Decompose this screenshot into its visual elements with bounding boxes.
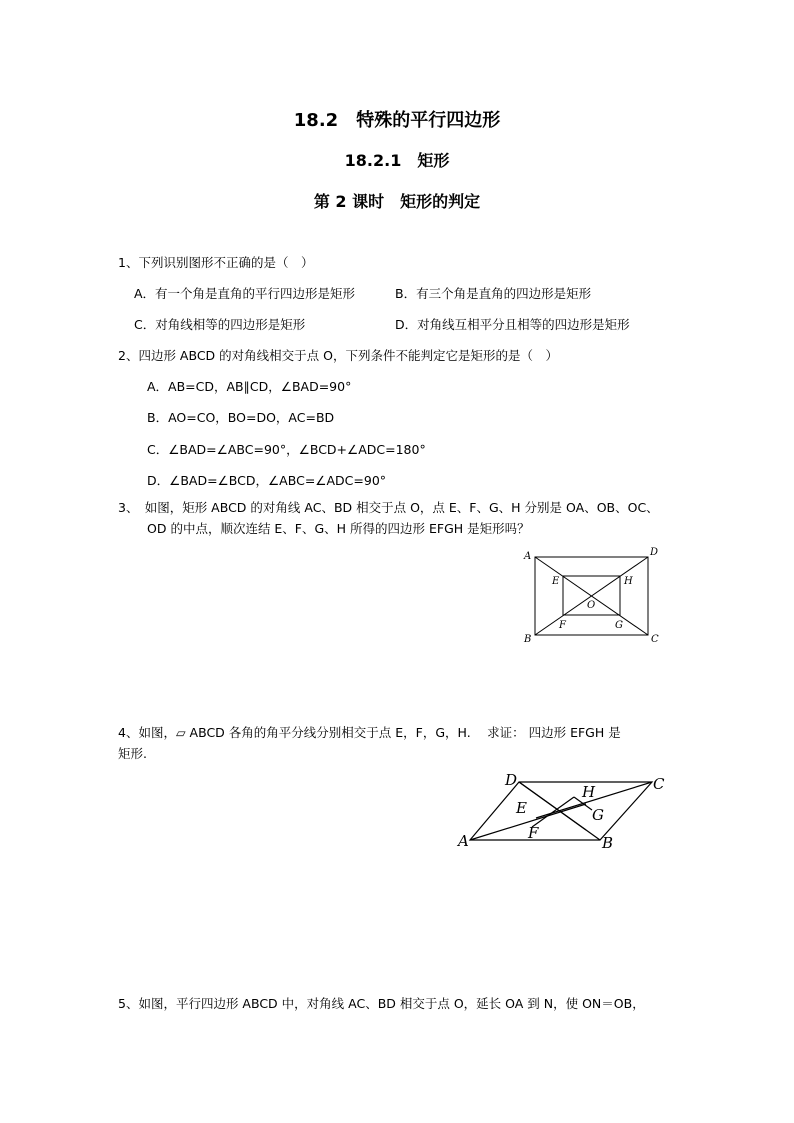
q4-label-g: G xyxy=(592,806,604,824)
q2-option-d: D．∠BAD=∠BCD，∠ABC=∠ADC=90° xyxy=(147,473,387,488)
q4-label-c: C xyxy=(653,775,665,793)
q3-label-o: O xyxy=(587,600,596,611)
q2-stem: 2、四边形 ABCD 的对角线相交于点 O，下列条件不能判定它是矩形的是（ ） xyxy=(118,348,558,363)
q3-label-h: H xyxy=(624,576,633,587)
q2-option-b: B．AO=CO，BO=DO，AC=BD xyxy=(147,410,335,425)
q3-label-f: F xyxy=(559,620,566,631)
q4-text-line2: 矩形. xyxy=(118,746,147,761)
q4-label-h: H xyxy=(582,783,596,801)
q2-option-c: C．∠BAD=∠ABC=90°，∠BCD+∠ADC=180° xyxy=(147,442,426,457)
q4-label-d: D xyxy=(505,771,518,789)
q3-label-c: C xyxy=(651,634,659,645)
q4-parallelogram-figure xyxy=(455,768,670,853)
q3-label-g: G xyxy=(615,620,623,631)
q1-stem: 1、下列识别图形不正确的是（ ） xyxy=(118,255,314,270)
q4-label-a: A xyxy=(458,832,469,850)
segment-fh xyxy=(532,797,574,827)
q4-label-e: E xyxy=(516,799,527,817)
subsection-title: 18.2.1 矩形 xyxy=(344,151,450,170)
q3-label-d: D xyxy=(650,547,659,558)
lesson-title: 第 2 课时 矩形的判定 xyxy=(313,192,481,211)
q3-label-e: E xyxy=(552,576,560,587)
q3-text-line2: OD 的中点，顺次连结 E、F、G、H 所得的四边形 EFGH 是矩形吗？ xyxy=(147,521,530,536)
q4-label-b: B xyxy=(602,834,614,852)
q3-label-a: A xyxy=(524,551,532,562)
q1-option-d: D．对角线互相平分且相等的四边形是矩形 xyxy=(395,317,630,332)
q3-text-line1: 3、 如图，矩形 ABCD 的对角线 AC、BD 相交于点 O，点 E、F、G、H 分别是 OA、OB、OC、 xyxy=(118,500,659,515)
section-title: 18.2 特殊的平行四边形 xyxy=(293,110,501,131)
q1-option-b: B．有三个角是直角的四边形是矩形 xyxy=(395,286,592,301)
q4-text-line1: 4、如图，▱ ABCD 各角的角平分线分别相交于点 E，F，G，H. 求证： 四边形 EFGH 是 xyxy=(118,725,621,740)
q3-rectangle-figure xyxy=(520,545,665,650)
q1-option-a: A．有一个角是直角的平行四边形是矩形 xyxy=(134,286,356,301)
q4-label-f: F xyxy=(528,824,539,842)
q5-text-line1: 5、如图，平行四边形 ABCD 中，对角线 AC、BD 相交于点 O，延长 OA 到 N，使 ON＝OB， xyxy=(118,996,645,1011)
q1-option-c: C．对角线相等的四边形是矩形 xyxy=(134,317,306,332)
q3-label-b: B xyxy=(524,634,532,645)
q2-option-a: A．AB=CD，AB∥CD，∠BAD=90° xyxy=(147,379,352,394)
